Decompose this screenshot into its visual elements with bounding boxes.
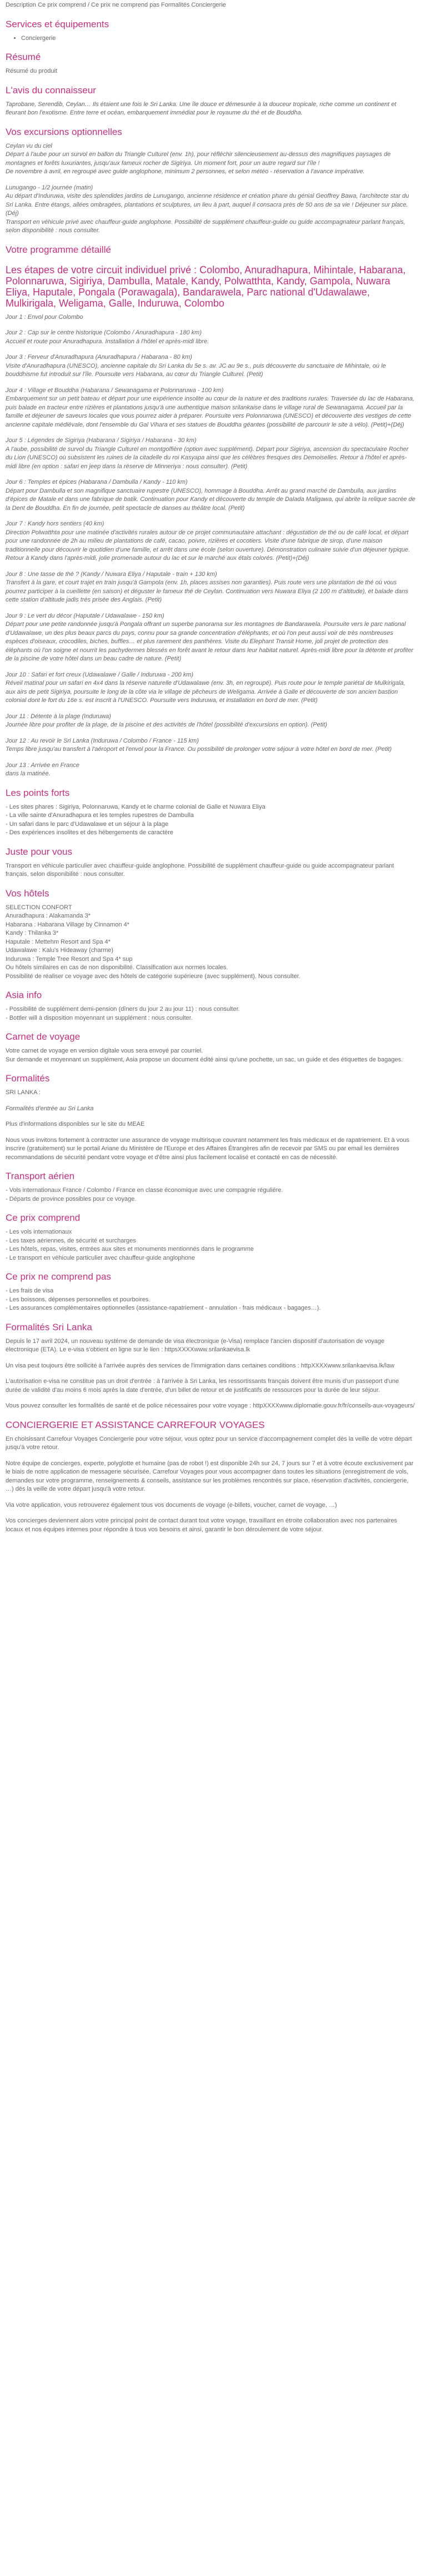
formalites-sri-title: Formalités Sri Lanka (6, 1321, 92, 1332)
conciergerie-title: CONCIERGERIE ET ASSISTANCE CARREFOUR VOYAGES (6, 1419, 265, 1430)
resume-text: Résumé du produit (6, 68, 57, 74)
asia-text: - Possibilité de supplément demi-pension (dîners du jour 2 au jour 11) : nous consulter. - Bottler will à disposition moyennant un supplément : nous consulter. (6, 1006, 240, 1021)
asia-title: Asia info (6, 990, 42, 1000)
programme-day: Jour 13 : Arrivée en France dans la matinée. (6, 761, 79, 777)
points-forts-text: - Les sites phares : Sigiriya, Polonnaruwa, Kandy et le charme colonial de Galle et Nuwara Eliya - La ville sainte d'Anuradhapura et les temples rupestres de Dambulla - Un safari dans le parc d'Udawalawe et un séjour à la plage - Des expériences insolites et des hébergements de caractère (6, 803, 265, 836)
programme-day: Jour 2 : Cap sur le centre historique (Colombo / Anuradhapura - 180 km) Accueil et route pour Anuradhapura. Installation à l'hôtel et après-midi libre. (6, 329, 209, 345)
programme-subtitle: Les étapes de votre circuit individuel privé : Colombo, Anuradhapura, Mihintale, Habarana, Polonnaruwa, Sigiriya, Dambulla, Matale, Kandy, Polwatthta, Kandy, Gampola, Nuwara Eliya, Haputale, Pongala (Porawagala), Bandarawela, Parc national d'Udawalawe, Mulkirigala, Weligama, Galle, Induruwa, Colombo (6, 264, 406, 309)
ne-comprend-title: Ce prix ne comprend pas (6, 1271, 111, 1282)
formalites-paragraph: Plus d'informations disponibles sur le site du MEAE (6, 1121, 145, 1127)
programme-day: Jour 8 : Une tasse de thé ? (Kandy / Nuwara Eliya / Haputale - train + 130 km) Transfert à la gare, et court trajet en train jusqu'à Gampola (env. 1h, places assises non garanties). Puis route vers une plantation de thé où vous pourrez participer à la cueillette (en saison) et déguster le fameux thé de Ceylan. Continuation vers Nuwara Eliya (2 100 m d'altitude), et balade dans cette station d'altitude jadis très prisée des Anglais. (Petit) (6, 570, 408, 603)
formalites-paragraph: Nous vous invitons fortement à contracter une assurance de voyage multirisque couvrant notamment les frais médicaux et de rapatriement. Et à vous inscrire (gratuitement) sur le portail Ariane du Ministère de l'Europe et des Affaires Étrangères afin de recevoir par SMS ou par email les dernières recommandations de sécurité pendant votre voyage et d'être ainsi plus facilement localisé et contacté en cas de nécessité. (6, 1136, 409, 1161)
comprend-text: - Les vols internationaux - Les taxes aériennes, de sécurité et surcharges - Les hôtels, repas, visites, entrées aux sites et monuments mentionnés dans le programme - Le transport en véhicule particulier avec chauffeur-guide anglophone (6, 1229, 254, 1261)
programme-day: Jour 11 : Détente à la plage (Induruwa) Journée libre pour profiter de la plage, de la piscine et des activités de l'hôtel (possibilité d'excursions en option). (Petit) (6, 713, 327, 728)
hotels-section (6, 888, 415, 981)
carnet-text: Votre carnet de voyage en version digitale vous sera envoyé par courriel. Sur demande et moyennant un supplément, Asia propose un document édité ainsi qu'une pochette, un sac, un guide et des étiquettes de bagages. (6, 1048, 403, 1063)
ne-comprend-section (6, 1271, 415, 1313)
transport-text: - Vols internationaux France / Colombo / France en classe économique avec une compagnie régulière. - Départs de province possibles pour ce voyage. (6, 1187, 283, 1202)
programme-days (6, 313, 415, 779)
conciergerie-paragraph: Vos concierges deviennent alors votre principal point de contact durant tout votre voyage, travaillant en étroite collaboration avec nos partenaires locaux et nos équipes internes pour répondre à tous vos besoins et ainsi, garantir le bon déroulement de votre séjour. (6, 1517, 398, 1533)
programme-day: Jour 7 : Kandy hors sentiers (40 km) Direction Polwatthta pour une matinée d'activités rurales autour de ce projet communautaire attachant : dégustation de thé ou de café local, et départ pour une randonnée de 2h au milieu de plantations de café, cacao, poivre, rizières et cocotiers. Visite d'une fabrique de sirop, d'une maison traditionnelle pour découvrir le quotidien d'une famille, et arrêt dans une école (selon ouverture). Démonstration culinaire suivie d'un déjeuner typique. Retour à Kandy dans l'après-midi, jolie promenade autour du lac et sur le marché aux étals colorés. (Petit)+(Déj) (6, 520, 410, 562)
services-section (6, 19, 415, 43)
programme-day: Jour 4 : Village et Bouddha (Habarana / Sewanagama et Polonnaruwa - 100 km) Embarquement sur un petit bateau et départ pour une expérience insolite au cœur de la nature et des traditions rurales. Traversée du lac de Habarana, puis balade en tracteur entre rizières et plantations jusqu'à une authentique maison srilankaise dans le village rural de Sewanagama. Accueil par la famille et déjeuner de saveurs locales que vous pourrez aider à préparer. Poursuite vers Polonnaruwa (UNESCO) et découverte des vestiges de cette ancienne capitale médiévale, dont l'ensemble du Gal Vihara et ses statues de Bouddha géantes (possibilité de parcourir le site à vélo). (Petit)+(Déj) (6, 387, 415, 428)
comprend-section (6, 1212, 415, 1262)
excursion-paragraph: Ceylan vu du ciel Départ à l'aube pour un survol en ballon du Triangle Culturel (env. 1h), pour réfléchir silencieusement au-dessus des magnifiques paysages de montagnes et forêts luxuriantes, jusqu'aux fameux rocher de Sigiriya. Un moment fort, pour un autre regard sur l'île ! De novembre à avril, en regroupé avec guide anglophone, minimum 2 personnes, et selon météo - réservation à l'avance impérative. (6, 142, 391, 175)
programme-section (6, 244, 415, 779)
juste-text: Transport en véhicule particulier avec chauffeur-guide anglophone. Possibilité de supplément chauffeur-guide ou guide accompagnateur parlant français, selon disponibilité : nous consulter. (6, 862, 394, 878)
conciergerie-paragraph: Via votre application, vous retrouverez également tous vos documents de voyage (e-billets, voucher, carnet de voyage, …) (6, 1501, 337, 1508)
programme-title: Votre programme détaillé (6, 244, 111, 255)
ne-comprend-text: - Les frais de visa - Les boissons, dépenses personnelles et pourboires. - Les assurances complémentaires optionnelles (assistance-rapatriement - annulation - frais médicaux - bagages…). (6, 1287, 321, 1311)
formalites-sri-paragraph: Un visa peut toujours être sollicité à l'arrivée auprès des services de l'immigration dans certaines conditions : httpXXXXwww.srilankaevisa.lk/law (6, 1362, 394, 1369)
programme-day: Jour 10 : Safari et fort creux (Udawalawe / Galle / Induruwa - 200 km) Réveil matinal pour un safari en 4x4 dans la réserve naturelle d'Udawalawe (env. 3h, en regroupé). Puis route pour le temple pariétal de Mulkirigala, aux airs de petit Sigiriya, poursuite le long de la côte via le village de pêcheurs de Weligama. Arrivée à Galle et découverte de son ancien bastion colonial dont le fort du 16e s. est inscrit à l'UNESCO. Poursuite vers Induruwa, et installation en bord de mer. (Petit) (6, 671, 405, 704)
programme-day: Jour 3 : Ferveur d'Anuradhapura (Anuradhapura / Habarana - 80 km) Visite d'Anuradhapura (UNESCO), ancienne capitale du Sri Lanka du 5e s. av. JC au 9e s., puis découverte du sanctuaire de Mihintale, où le bouddhisme fut introduit sur l'île. Poursuite vers Habarana, au cœur du Triangle Culturel. (Petit) (6, 354, 386, 378)
formalites-paragraph: SRI LANKA : (6, 1089, 41, 1096)
programme-day: Jour 9 : Le vert du décor (Haputale / Udawalawe - 150 km) Départ pour une petite randonnée jusqu'à Pongala offrant un superbe panorama sur les montagnes de Bandarawela. Poursuite vers le parc national d'Udawalawe, un des plus beaux parcs du pays, connu pour sa grande concentration d'éléphants, et où l'on peut aussi voir de très nombreuses espèces d'oiseaux, crocodiles, biches, buffles… et plus rarement des panthères. Visite du Elephant Transit Home, joli projet de protection des éléphants où l'on soigne et nourrit les pachydermes blessés en forêt avant le retour dans leur habitat naturel. Après-midi libre pour la détente et profiter de la piscine de votre hôtel dans un beau cadre de nature. (Petit) (6, 612, 414, 662)
top-nav-links[interactable]: Description Ce prix comprend / Ce prix ne comprend pas Formalités Conciergerie (6, 2, 226, 8)
formalites-sri-paragraph: Vous pouvez consulter les formalités de santé et de police nécessaires pour votre voyage : httpXXXXwww.diplomatie.gouv.fr/fr/conseils-aux-voyageurs/ (6, 1402, 415, 1409)
programme-day: Jour 5 : Légendes de Sigiriya (Habarana / Sigiriya / Habarana - 30 km) A l'aube, possibilité de survol du Triangle Culturel en montgolfière (option avec supplément). Départ pour Sigiriya, ascension du spectaculaire Rocher du Lion (UNESCO) où subsistent les ruines de la citadelle du roi Kasyapa ainsi que les célèbres fresques des Demoiselles. Retour à l'hôtel et après-midi libre (en option : safari en jeep dans la réserve de Minneriya : nous consulter). (Petit) (6, 437, 409, 470)
formalites-sri-section (6, 1322, 415, 1411)
formalites-sri-paragraph: Depuis le 17 avril 2024, un nouveau système de demande de visa électronique (e-Visa) remplace l'ancien dispositif d'autorisation de voyage électronique (ETA). Le e-visa s'obtient en ligne sur le lien : httpsXXXXwww.srilankaevisa.lk (6, 1337, 385, 1353)
points-forts-title: Les points forts (6, 787, 70, 798)
conciergerie-paragraph: Notre équipe de concierges, experte, polyglotte et humaine (pas de robot !) est disponible 24h sur 24, 7 jours sur 7 et à votre écoute exclusivement par le biais de notre application de messagerie sécurisée, Carrefour Voyages pour vous accompagner dans toutes les situations (enregistrement de vols, demandes sur votre programme, renseignements & conseils, assistance sur les problèmes rencontrés sur place, réservation d'activités, conciergerie, …) dès la veille de votre départ jusqu'à votre retour. (6, 1460, 414, 1492)
resume-section (6, 52, 415, 76)
avis-title: L'avis du connaisseur (6, 84, 96, 96)
resume-title: Résumé (6, 52, 41, 62)
asia-section (6, 990, 415, 1023)
services-item: • Conciergerie (21, 34, 415, 43)
programme-day: Jour 6 : Temples et épices (Habarana / Dambulla / Kandy - 110 km) Départ pour Dambulla et son magnifique sanctuaire rupestre (UNESCO), hommage à Bouddha. Arrêt au grand marché de Dambulla, aux jardins d'épices de Matale et dans une fabrique de batik. Continuation pour Kandy et découverte du temple de Dalada Maligawa, qui abrite la relique sacrée de la Dent de Bouddha. En fin de journée, petit spectacle de danses au théâtre local. (Petit) (6, 479, 415, 512)
conciergerie-paragraph: En choisissant Carrefour Voyages Conciergerie pour votre séjour, vous optez pour un service d'accompagnement complet dès la veille de votre départ jusqu'à votre retour. (6, 1435, 412, 1451)
juste-title: Juste pour vous (6, 846, 73, 857)
excursions-title: Vos excursions optionnelles (6, 126, 122, 137)
comprend-title: Ce prix comprend (6, 1212, 81, 1223)
transport-title: Transport aérien (6, 1171, 75, 1181)
conciergerie-section (6, 1420, 415, 1535)
hotels-text: SELECTION CONFORT Anuradhapura : Alakamanda 3* Habarana : Habarana Village by Cinnamon 4* Kandy : Thilanka 3* Haputale : Mettehm Resort and Spa 4* Udawalawe : Kalu's Hideaway (charme) Induruwa : Temple Tree Resort and Spa 4* sup Ou hôtels similaires en cas de non disponibilité. Classification aux normes locales. Possibilité de réaliser ce voyage avec des hôtels de catégorie supérieure (avec supplément). Nous consulter. (6, 904, 300, 980)
services-list (6, 34, 415, 43)
formalites-title: Formalités (6, 1073, 50, 1084)
formalites-sri-paragraph: L'autorisation e-visa ne constitue pas un droit d'entrée : à l'arrivée à Sri Lanka, les ressortissants français doivent être munis d'un passeport d'une durée de validité d'au moins 6 mois après la date d'entrée, d'un billet de retour et de justificatifs de ressources pour la durée de leur séjour. (6, 1378, 399, 1394)
excursion-paragraph: Lunugango - 1/2 journée (matin) Au départ d'Induruwa, visite des splendides jardins de Lunugango, ancienne résidence et création phare du génial Geoffrey Bawa, l'architecte star du Sri Lanka. Entre étangs, allées ombragées, plantations et sculptures, un lieu à part, auquel il consacra près de 50 ans de sa vie ! Déjeuner sur place. (Déj) Transport en véhicule privé avec chauffeur-guide anglophone. Possibilité de supplément chauffeur-guide ou guide accompagnateur parlant français, selon disponibilité : nous consulter. (6, 184, 409, 234)
formalites-paragraph: Formalités d'entrée au Sri Lanka (6, 1105, 94, 1112)
avis-text: Taprobane, Serendib, Ceylan… Ils étaient une fois le Sri Lanka. Une île douce et démesurée à la douceur tropicale, riche comme un continent et fleurant bon l'exotisme. Entre terre et océan, embarquement immédiat pour le royaume du thé et de Bouddha. (6, 101, 397, 116)
juste-section (6, 846, 415, 879)
transport-section (6, 1171, 415, 1204)
points-forts-section (6, 788, 415, 838)
carnet-title: Carnet de voyage (6, 1031, 81, 1042)
avis-section (6, 85, 415, 118)
excursions-section (6, 127, 415, 235)
programme-day: Jour 12 : Au revoir le Sri Lanka (Induruwa / Colombo / France - 115 km) Temps libre jusqu'au transfert à l'aéroport et l'envol pour la France. Ou possibilité de prolonger votre séjour à votre hôtel en bord de mer. (Petit) (6, 737, 392, 753)
programme-day: Jour 1 : Envol pour Colombo (6, 313, 83, 320)
carnet-section (6, 1031, 415, 1064)
services-title: Services et équipements (6, 18, 109, 29)
hotels-title: Vos hôtels (6, 888, 49, 899)
formalites-section (6, 1073, 415, 1162)
